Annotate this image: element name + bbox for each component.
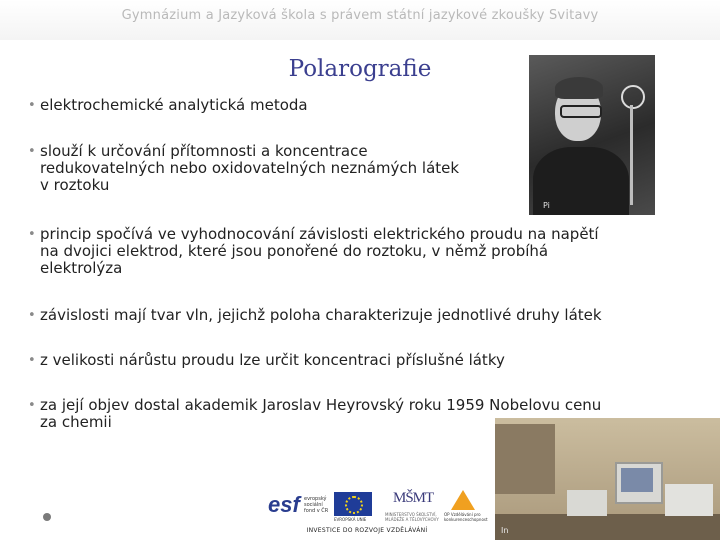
portrait-hair	[555, 77, 603, 99]
portrait-mark: Pi	[543, 201, 550, 210]
bullet-marker: •	[28, 353, 36, 368]
bullet-marker: •	[28, 144, 36, 159]
bullet-marker: •	[28, 98, 36, 113]
investment-slogan: INVESTICE DO ROZVOJE VZDĚLÁVÁNÍ	[306, 527, 428, 534]
lab-instrument	[567, 490, 607, 516]
lab-instrument	[665, 484, 713, 516]
msmt-logo	[385, 490, 441, 524]
eu-caption: EVROPSKÁ UNIE	[334, 517, 367, 522]
lab-desk	[495, 514, 720, 540]
bullet-line: za její objev dostal akademik Jaroslav Heyrovský roku 1959 Nobelovu cenu	[40, 396, 602, 414]
esf-caption: evropský sociální fond v ČR	[304, 496, 329, 514]
bullet-line: v roztoku	[40, 176, 110, 194]
op-triangle-icon	[451, 490, 475, 510]
glass-tube	[630, 105, 633, 205]
flask-icon	[621, 85, 645, 109]
op-logo	[444, 490, 488, 524]
bullet-line: z velikosti nárůstu proudu lze určit koncentraci příslušné látky	[40, 351, 505, 369]
msmt-mark: MŠMT	[393, 490, 434, 506]
bullet-line: závislosti mají tvar vln, jejichž poloha charakterizuje jednotlivé druhy látek	[40, 306, 602, 324]
portrait-glasses	[560, 105, 602, 118]
bullet-1	[28, 97, 508, 114]
esf-logo	[268, 492, 330, 524]
heyrovsky-portrait-image	[529, 55, 655, 215]
laboratory-photo	[495, 418, 720, 540]
eu-logo	[334, 492, 374, 524]
bullet-marker: •	[28, 398, 36, 413]
esf-mark: esf	[268, 492, 300, 517]
bullet-line: na dvojici elektrod, které jsou ponořené do roztoku, v němž probíhá	[40, 242, 549, 260]
bullet-marker: •	[28, 227, 36, 242]
lab-mark: In	[501, 526, 509, 535]
bullet-4	[28, 307, 698, 324]
lab-monitor-screen	[621, 468, 653, 492]
bullet-line: za chemii	[40, 413, 112, 431]
bullet-line: princip spočívá ve vyhodnocování závislosti elektrického proudu na napětí	[40, 225, 599, 243]
footer-bullet-dot	[43, 513, 51, 521]
bullet-2	[28, 143, 528, 194]
slide-title: Polarografie	[288, 56, 432, 82]
school-name: Gymnázium a Jazyková škola s právem státní jazykové zkoušky Svitavy	[121, 8, 599, 23]
bullet-marker: •	[28, 308, 36, 323]
eu-flag-icon	[334, 492, 372, 516]
op-caption: OP Vzdělávání pro konkurenceschopnost	[444, 512, 488, 522]
bullet-line: elektrochemické analytická metoda	[40, 96, 308, 114]
eu-stars-ring	[345, 496, 363, 514]
bullet-line: redukovatelných nebo oxidovatelných neznámých látek	[40, 159, 460, 177]
bullet-line: elektrolýza	[40, 259, 123, 277]
bullet-5	[28, 352, 698, 369]
bullet-line: slouží k určování přítomnosti a koncentrace	[40, 142, 368, 160]
bullet-3	[28, 226, 698, 277]
msmt-caption: MINISTERSTVO ŠKOLSTVÍ, MLÁDEŽE A TĚLOVÝCHOVY	[385, 512, 439, 522]
lab-shelf	[495, 424, 555, 494]
